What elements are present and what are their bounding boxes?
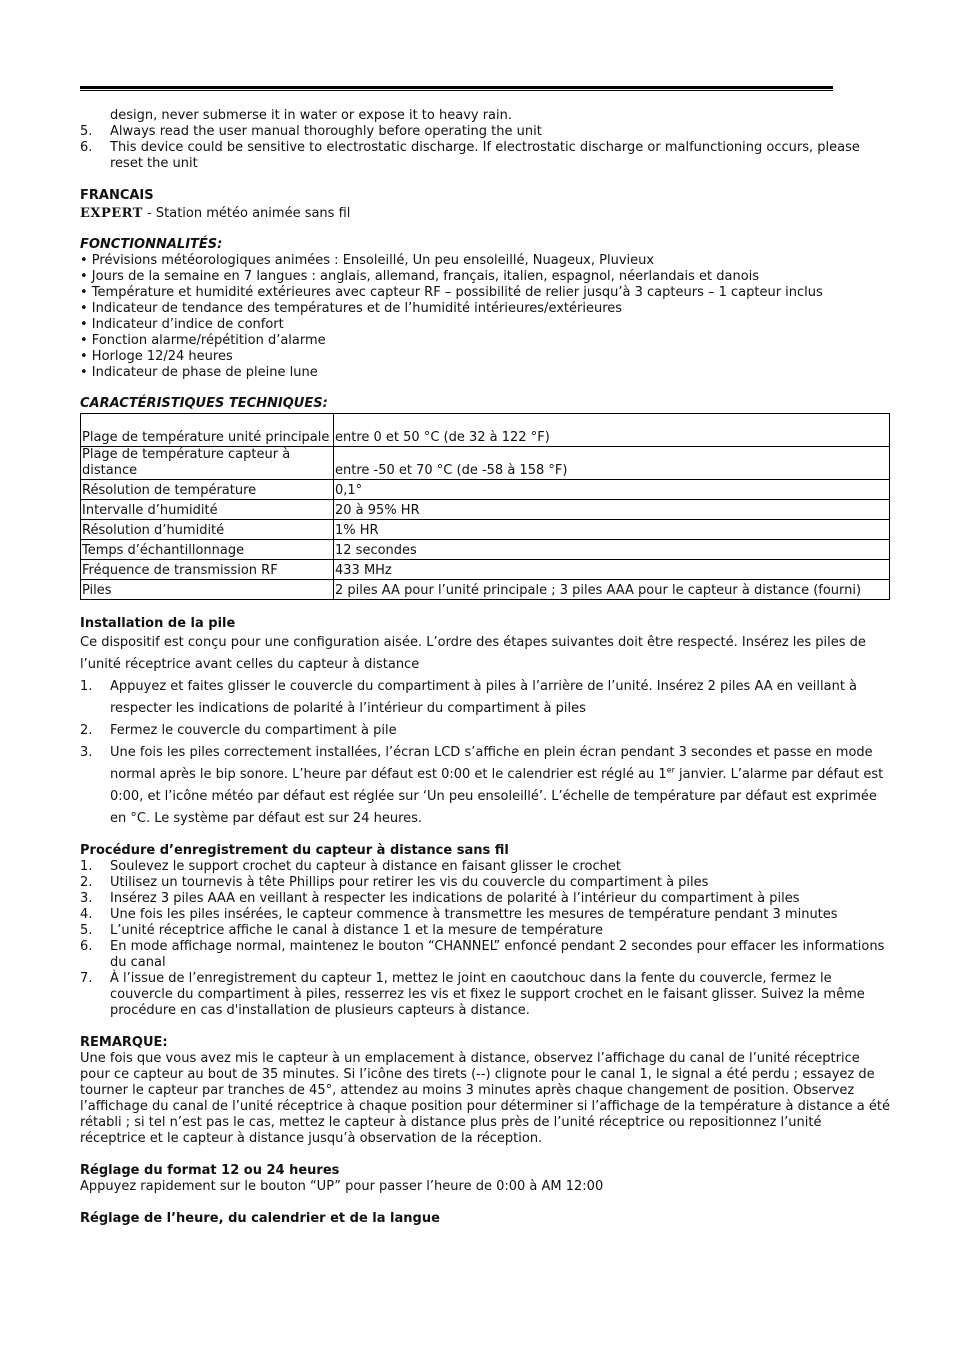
brand-logo-text: EXPERT: [80, 206, 143, 221]
list-item: 1. Appuyez et faites glisser le couvercle du compartiment à piles à l’arrière de l’unité. Insérez 2 piles AA en veillant à respecter les indications de polarité à l’intérieur du compartiment à piles: [80, 679, 858, 716]
features-heading: FONCTIONNALITÉS:: [80, 237, 223, 252]
spec-label: Résolution d’humidité: [81, 520, 334, 540]
spec-label: Intervalle d’humidité: [81, 500, 334, 520]
feature-item: • Horloge 12/24 heures: [80, 349, 233, 364]
list-item: 5. L’unité réceptrice affiche le canal à distance 1 et la mesure de température: [80, 923, 603, 938]
format-text: Appuyez rapidement sur le bouton “UP” pour passer l’heure de 0:00 à AM 12:00: [80, 1179, 604, 1194]
specs-heading: CARACTÉRISTIQUES TECHNIQUES:: [80, 396, 328, 411]
table-row: [81, 580, 890, 600]
sensor-steps: [80, 859, 890, 1019]
time-heading: Réglage de l’heure, du calendrier et de la langue: [80, 1211, 440, 1226]
spec-value: 0,1°: [334, 480, 890, 500]
spec-value: entre 0 et 50 °C (de 32 à 122 °F): [334, 414, 890, 447]
section-language-heading: FRANCAIS: [80, 188, 154, 203]
spec-label: Plage de température capteur à distance: [81, 447, 334, 480]
list-item: 5. Always read the user manual thoroughly before operating the unit: [80, 124, 542, 139]
list-item: 3. Une fois les piles correctement installées, l’écran LCD s’affiche en plein écran pendant 3 secondes et passe en mode normal après le bip sonore. L’heure par défaut est 0:00 et le calendrier est réglé au 1er janvier. L’alarme par défaut est 0:00, et l’icône météo par défaut est réglée sur ‘Un peu ensoleillé’. L’échelle de température par défaut est exprimée en °C. Le système par défaut est sur 24 heures.: [80, 745, 884, 826]
list-item: 7. À l’issue de l’enregistrement du capteur 1, mettez le joint en caoutchouc dans la fente du couvercle, fermez le couvercle du compartiment à piles, resserrez les vis et fixez le support crochet en le faisant glisser. Suivez la même procédure en cas d'installation de plusieurs capteurs à distance.: [80, 971, 865, 1018]
product-title: [80, 206, 890, 222]
table-row: [81, 414, 890, 447]
list-item: design, never submerse it in water or expose it to heavy rain.: [110, 108, 513, 123]
table-row: [81, 560, 890, 580]
table-row: [81, 480, 890, 500]
remark-text: Une fois que vous avez mis le capteur à un emplacement à distance, observez l’affichage du canal de l’unité réceptrice pour ce capteur au bout de 35 minutes. Si l’icône des tirets (--) clignote pour le canal 1, le signal a été perdu ; essayez de tourner le capteur par tranches de 45°, attendez au moins 3 minutes après chaque changement de position. Observez l’affichage du canal de l’unité réceptrice à chaque position pour déterminer si l’affichage de la température à distance a été rétabli ; si tel n’est pas le cas, mettez le capteur à distance plus près de l’unité réceptrice ou repositionnez l’unité réceptrice et le capteur à distance jusqu’à observation de la réception.: [80, 1051, 890, 1146]
spec-value: 12 secondes: [334, 540, 890, 560]
spec-label: Résolution de température: [81, 480, 334, 500]
list-item: 6. This device could be sensitive to electrostatic discharge. If electrostatic discharge or malfunctioning occurs, please reset the unit: [80, 140, 860, 171]
continued-list: [80, 108, 890, 172]
remark-heading: REMARQUE:: [80, 1035, 168, 1050]
table-row: [81, 447, 890, 480]
header-rule-thick: [80, 86, 833, 89]
spec-value: 1% HR: [334, 520, 890, 540]
spec-label: Fréquence de transmission RF: [81, 560, 334, 580]
feature-item: • Fonction alarme/répétition d’alarme: [80, 333, 326, 348]
document-body: [80, 108, 890, 1227]
table-row: [81, 500, 890, 520]
list-item: 2. Utilisez un tournevis à tête Phillips pour retirer les vis du couvercle du compartiment à piles: [80, 875, 709, 890]
feature-item: • Indicateur d’indice de confort: [80, 317, 284, 332]
spec-label: Plage de température unité principale: [81, 414, 334, 447]
table-row: [81, 520, 890, 540]
feature-item: • Température et humidité extérieures avec capteur RF – possibilité de relier jusqu’à 3 capteurs – 1 capteur inclus: [80, 285, 823, 300]
spec-label: Temps d’échantillonnage: [81, 540, 334, 560]
list-item: 6. En mode affichage normal, maintenez le bouton “CHANNEL” enfoncé pendant 2 secondes pour effacer les informations du canal: [80, 939, 885, 970]
table-row: [81, 540, 890, 560]
feature-item: • Indicateur de tendance des températures et de l’humidité intérieures/extérieures: [80, 301, 623, 316]
list-item: 2. Fermez le couvercle du compartiment à pile: [80, 723, 397, 738]
spec-value: entre -50 et 70 °C (de -58 à 158 °F): [334, 447, 890, 480]
format-heading: Réglage du format 12 ou 24 heures: [80, 1163, 340, 1178]
feature-item: • Jours de la semaine en 7 langues : anglais, allemand, français, italien, espagnol, néerlandais et danois: [80, 269, 760, 284]
list-item: 4. Une fois les piles insérées, le capteur commence à transmettre les mesures de température pendant 3 minutes: [80, 907, 838, 922]
spec-value: 20 à 95% HR: [334, 500, 890, 520]
battery-section: [80, 632, 890, 830]
header-rule-thin: [80, 90, 833, 91]
spec-value: 433 MHz: [334, 560, 890, 580]
feature-item: • Indicateur de phase de pleine lune: [80, 365, 318, 380]
spec-value: 2 piles AA pour l’unité principale ; 3 piles AAA pour le capteur à distance (fourni): [334, 580, 890, 600]
list-item: 1. Soulevez le support crochet du capteur à distance en faisant glisser le crochet: [80, 859, 621, 874]
battery-heading: Installation de la pile: [80, 616, 236, 631]
list-item: 3. Insérez 3 piles AAA en veillant à respecter les indications de polarité à l’intérieur du compartiment à piles: [80, 891, 800, 906]
sensor-heading: Procédure d’enregistrement du capteur à distance sans fil: [80, 843, 509, 858]
specs-table: [80, 413, 890, 600]
product-subtitle: - Station météo animée sans fil: [142, 206, 351, 221]
feature-item: • Prévisions météorologiques animées : Ensoleillé, Un peu ensoleillé, Nuageux, Pluvieux: [80, 253, 655, 268]
features-list: [80, 253, 890, 381]
battery-intro: Ce dispositif est conçu pour une configuration aisée. L’ordre des étapes suivantes doit être respecté. Insérez les piles de l’unité réceptrice avant celles du capteur à distance: [80, 635, 866, 672]
spec-label: Piles: [81, 580, 334, 600]
